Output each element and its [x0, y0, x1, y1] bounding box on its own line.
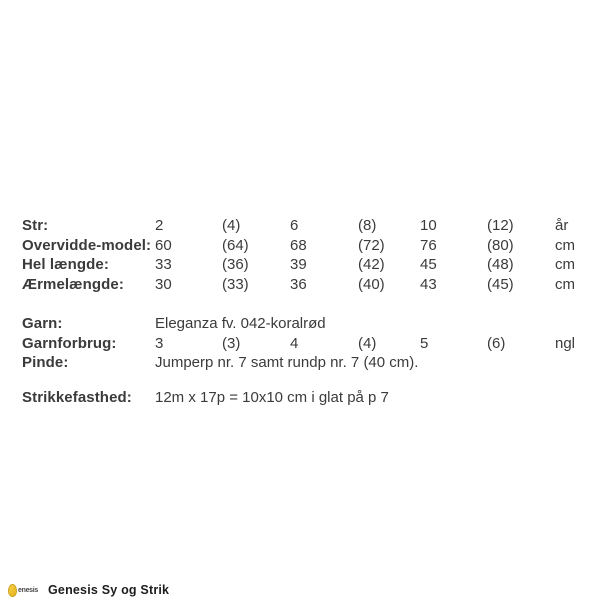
size-value: (33)	[222, 275, 249, 293]
usage-value: 3	[155, 334, 164, 352]
yarn-usage-row	[22, 334, 608, 354]
size-value: 6	[290, 217, 299, 234]
unit-label: cm	[555, 236, 575, 254]
size-value: (64)	[222, 236, 249, 254]
yarn-name: Eleganza fv. 042-koralrød	[155, 315, 326, 332]
usage-value: 5	[420, 334, 429, 352]
usage-value: (3)	[222, 334, 241, 352]
logo-g-icon	[8, 584, 17, 597]
size-value: (72)	[358, 236, 385, 254]
size-value: (80)	[487, 236, 514, 254]
size-value: 33	[155, 256, 172, 273]
row-label: Pinde:	[22, 354, 69, 371]
row-label: Garn:	[22, 315, 63, 332]
size-value: (36)	[222, 256, 249, 273]
genesis-logo-icon	[8, 583, 38, 597]
row-label: Hel længde:	[22, 256, 109, 273]
size-value: 2	[155, 217, 164, 234]
table-row-overvidde	[22, 236, 608, 256]
size-value: 45	[420, 256, 437, 273]
size-value: (48)	[487, 256, 514, 273]
size-value: 60	[155, 236, 172, 254]
table-row-aermelaengde	[22, 275, 608, 295]
footer	[8, 583, 169, 597]
row-label: Strikkefasthed:	[22, 389, 132, 406]
brand-name: Genesis Sy og Strik	[48, 583, 170, 597]
usage-value: (6)	[487, 334, 506, 352]
size-table	[22, 216, 608, 294]
unit-label: cm	[555, 275, 575, 293]
row-label: Overvidde-model:	[22, 236, 152, 254]
needles-row	[22, 353, 608, 373]
size-value: (42)	[358, 256, 385, 273]
yarn-info	[22, 314, 608, 373]
gauge-value: 12m x 17p = 10x10 cm i glat på p 7	[155, 389, 389, 406]
usage-value: (4)	[358, 334, 377, 352]
needles-value: Jumperp nr. 7 samt rundp nr. 7 (40 cm).	[155, 354, 419, 371]
logo-wordmark: enesis	[18, 586, 38, 594]
unit-label: cm	[555, 256, 575, 273]
size-value: 39	[290, 256, 307, 273]
unit-label: ngl	[555, 334, 576, 352]
size-value: (12)	[487, 217, 514, 234]
row-label: Garnforbrug:	[22, 334, 117, 352]
size-value: (40)	[358, 275, 385, 293]
size-value: (45)	[487, 275, 514, 293]
row-label: Str:	[22, 217, 49, 234]
table-row-str	[22, 216, 608, 236]
unit-label: år	[555, 217, 569, 234]
table-row-hel-laengde	[22, 255, 608, 275]
size-value: 30	[155, 275, 172, 293]
size-value: 43	[420, 275, 437, 293]
gauge-info	[22, 388, 608, 408]
row-label: Ærmelængde:	[22, 275, 124, 293]
size-value: (4)	[222, 217, 241, 234]
size-value: 36	[290, 275, 307, 293]
yarn-row	[22, 314, 608, 334]
size-value: 76	[420, 236, 437, 254]
usage-value: 4	[290, 334, 299, 352]
size-value: 68	[290, 236, 307, 254]
gauge-row	[22, 388, 608, 408]
size-value: (8)	[358, 217, 377, 234]
size-value: 10	[420, 217, 437, 234]
